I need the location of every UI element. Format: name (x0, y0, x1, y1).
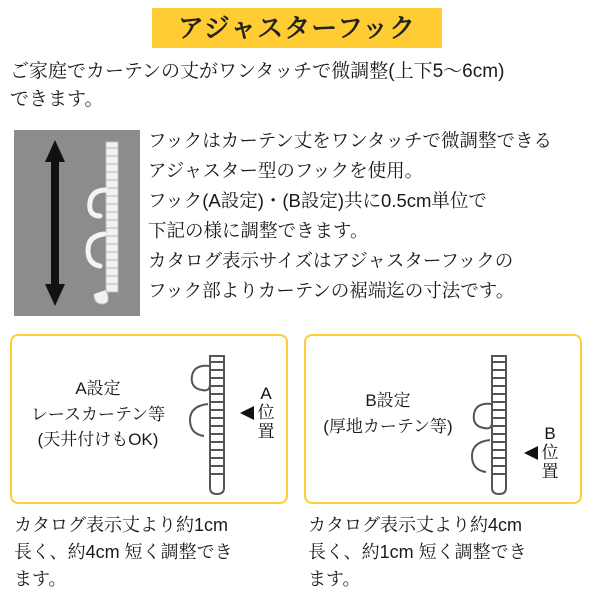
description-text (148, 126, 596, 306)
panel-a-label-3: (天井付けもOK) (37, 430, 159, 449)
lead-line-1: ご家庭でカーテンの丈がワンタッチで微調整(上下5〜6cm) (10, 61, 505, 82)
page-title-banner (152, 8, 442, 48)
panel-b-position-label: B 位 置 (541, 424, 559, 482)
description-line-4: 下記の様に調整できます。 (148, 219, 369, 241)
panel-a-caption-line-3: ます。 (14, 569, 67, 589)
panel-b-labels (312, 388, 464, 439)
description-line-3: フック(A設定)・(B設定)共に0.5cm単位で (148, 189, 487, 211)
panel-b-caption-line-2: 長く、約1cm 短く調整でき (308, 542, 527, 562)
panel-b-caption-line-1: カタログ表示丈より約4cm (308, 515, 523, 535)
left-arrow-icon (524, 446, 538, 460)
description-line-2: アジャスター型のフックを使用。 (148, 159, 424, 181)
panel-a-label-1: A設定 (75, 379, 121, 398)
panel-a-label-2: レースカーテン等 (30, 404, 166, 424)
description-line-6: フック部よりカーテンの裾端迄の寸法です。 (148, 279, 515, 301)
lead-paragraph (10, 58, 590, 113)
description-line-1: フックはカーテン丈をワンタッチで微調整できる (148, 130, 553, 151)
double-headed-vertical-arrow-icon (44, 140, 66, 306)
panel-b-position-marker (524, 424, 560, 481)
adjuster-hook-icon (76, 138, 132, 308)
panel-b-caption (308, 512, 593, 593)
panel-a (10, 334, 288, 504)
panel-b-label-2: (厚地カーテン等) (323, 416, 453, 436)
lead-line-2: できます。 (10, 88, 104, 110)
panel-b (304, 334, 582, 504)
adjuster-hook-diagram-a (180, 348, 240, 498)
adjuster-hook-diagram-b (462, 348, 522, 498)
panel-a-caption-line-2: 長く、約4cm 短く調整でき (14, 542, 233, 562)
panel-b-label-1: B設定 (365, 391, 411, 410)
description-line-5: カタログ表示サイズはアジャスターフックの (148, 249, 514, 271)
page-title: アジャスターフック (177, 13, 417, 43)
panel-a-position-label: A 位 置 (257, 384, 275, 442)
panel-a-position-marker (240, 384, 276, 441)
panel-b-caption-line-3: ます。 (308, 569, 361, 589)
adjuster-hook-photo (14, 130, 140, 316)
panel-a-caption (14, 512, 299, 593)
panel-a-labels (18, 376, 178, 453)
panel-a-caption-line-1: カタログ表示丈より約1cm (14, 515, 229, 535)
left-arrow-icon (240, 406, 254, 420)
